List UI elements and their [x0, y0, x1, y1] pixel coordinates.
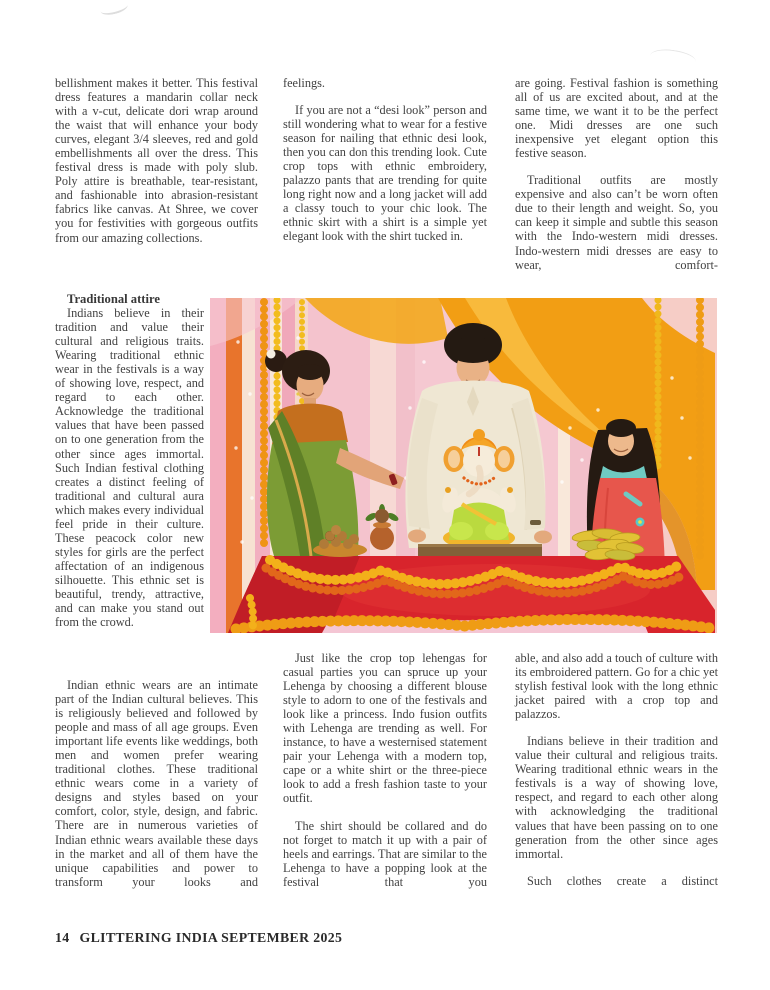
column-3-top	[515, 76, 718, 272]
body-paragraph: Such clothes create a distinct	[527, 873, 718, 888]
body-paragraph: Just like the crop top lehengas for casual parties you can spruce up your Lehenga by choosing a different blouse style to adorn to one of the festivals and look like a princess. Indo fusion outfits with Lehenga are trending as well. For instance, to have a westernised statement pair your Lehenga with a modern top, cape or a white shirt or the three-piece look to add a fresh fashion taste to your outfit.	[283, 651, 487, 806]
scan-smudge	[99, 0, 129, 17]
body-paragraph: feelings.	[283, 76, 326, 90]
section-heading: Traditional attire	[67, 292, 160, 306]
magazine-title: GLITTERING INDIA SEPTEMBER 2025	[79, 930, 343, 945]
body-paragraph: bellishment makes it better. This festival dress features a mandarin collar neck with a v-cut, delicate dori wrap around the waist that will enhance your body curves, elegant 3/4 sleeves, red and gold embellishments all over the dress. This festival dress is made with poly slub. Poly attire is breathable, tear-resistant, and fashionable into abrasion-resistant fabrics like canvas. At Shree, we cover you for festivities with gorgeous outfits from our amazing collections.	[55, 76, 258, 245]
body-paragraph: able, and also add a touch of culture with its embroidered pattern. Go for a chic yet stylish festival look with the long ethnic jacket paired with a crop top and palazzos.	[515, 651, 718, 722]
scan-smudge	[649, 47, 697, 70]
column-1-attire-section	[55, 292, 204, 629]
page-footer	[55, 930, 342, 946]
column-2-bottom	[283, 651, 487, 889]
festival-photo-illustration	[210, 298, 717, 633]
column-1-bottom	[55, 678, 258, 889]
body-paragraph: Traditional outfits are mostly expensive and also can’t be worn often due to their length and weight. So, you can keep it simple and subtle this season with the Indo-western midi dresses. Indo-western midi dresses are easy to wear, comfort-	[515, 173, 718, 272]
column-3-bottom	[515, 651, 718, 888]
body-paragraph: If you are not a “desi look” person and still wondering what to wear for a festive season for nailing that ethnic desi look, then you can don this trending look. Cute crop tops with ethnic embroidery, palazzo pants that are trending for quite long right now and a long jacket will add a classy touch to your chic look. The ethnic skirt with a shirt is a simple yet elegant look with the shirt tucked in.	[283, 103, 487, 244]
page-number: 14	[55, 930, 70, 945]
body-paragraph: Indians believe in their tradition and value their cultural and religious traits. Wearing traditional ethnic wears in the festivals is a way of showing love, respect, and regard to each other along with acknowledging the traditional values that have been passing on to one generation from the other since ages immortal.	[515, 734, 718, 861]
festival-photo	[210, 298, 717, 633]
body-paragraph: Indian ethnic wears are an intimate part of the Indian cultural believes. This is religiously believed and followed by people and mass of all age groups. Even important life events like weddings, both men and women prefer wearing traditional clothes. These traditional ethnic wears come in a variety of designs and styles based on your comfort, color, style, design, and fabric. There are in numerous varieties of Indian ethnic wears available these days in the market and all of them have the unique capabilities and power to transform your looks and	[55, 678, 258, 889]
column-2-top	[283, 76, 487, 244]
body-paragraph: The shirt should be collared and do not forget to match it up with a pair of heels and earrings. That are similar to the Lehenga to have a popping look at the festival that you	[283, 818, 487, 889]
body-paragraph: Indians believe in their tradition and value their cultural and religious traits. Wearing traditional ethnic wear in the festivals is a way of showing love, respect, and regard to each other. Acknowledge the traditional values that have been passed on to one generation from the other since ages immortal. Such Indian festival clothing creates a distinct feeling of traditional and cultural aura which makes every individual feel pride in their culture. These peacock color new styles for girls are the perfect affectation of an indigenous silhouette. This ethnic set is beautiful, trendy, attractive, and can make you stand out from the crowd.	[55, 306, 204, 630]
body-paragraph: are going. Festival fashion is something all of us are excited about, and at the same time, we want it to be the perfect one. Midi dresses are one such inexpensive yet elegant option this festive season.	[515, 76, 718, 161]
column-1-top	[55, 76, 258, 245]
